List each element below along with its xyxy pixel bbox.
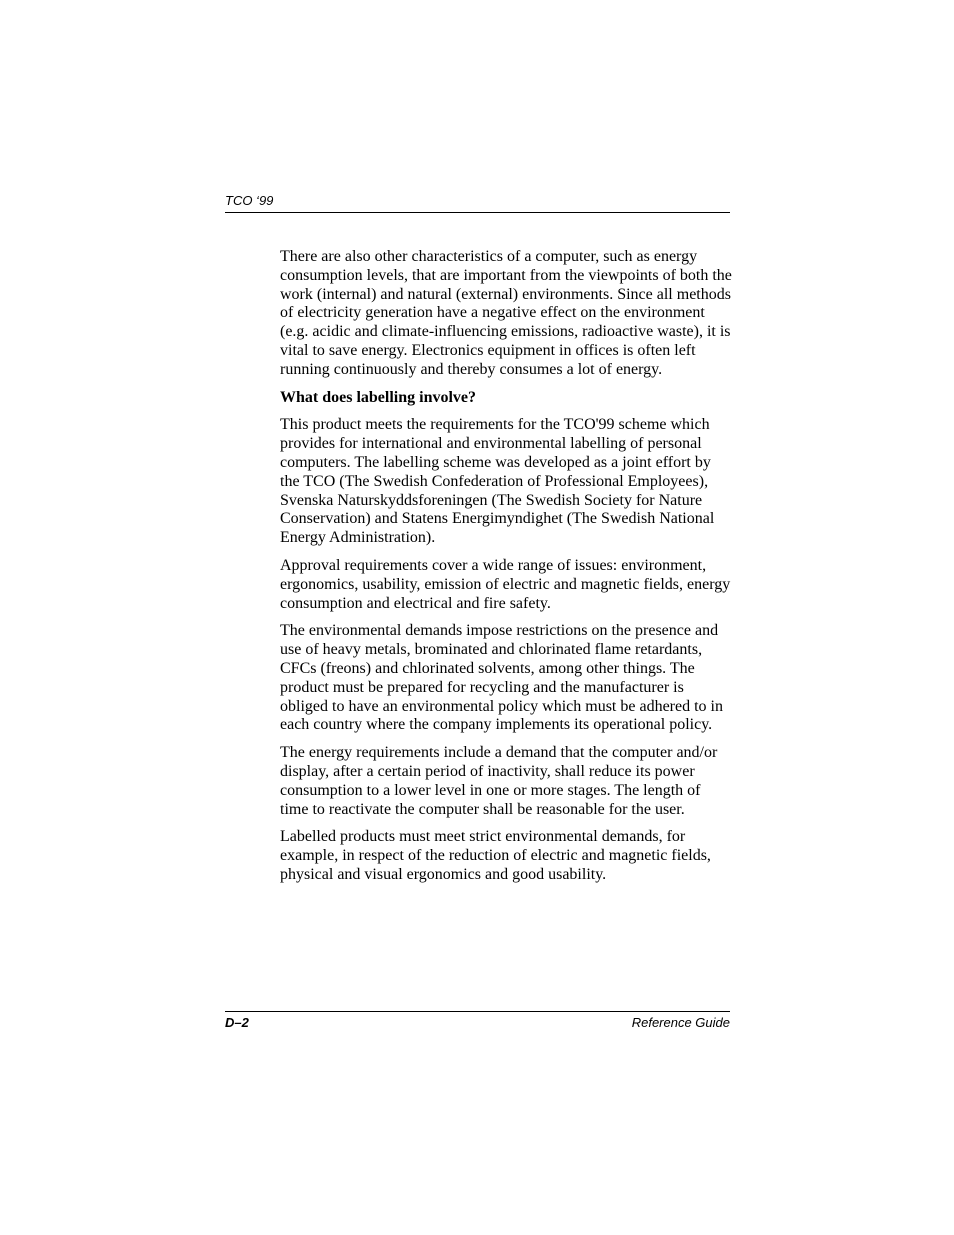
paragraph-labelling-scheme: This product meets the requirements for the TCO'99 scheme which provides for international and environmental labelling of personal computers. The labelling scheme was developed as a joint effort by the TCO (The Swedish Confederation of Professional Employees), Svenska Naturskyddsforeningen (The Swedish Society for Nature Conservation) and Statens Energimyndighet (The Swedish National Energy Administration). (280, 416, 715, 547)
body-text (280, 248, 732, 894)
subheading-labelling: What does labelling involve? (280, 388, 477, 406)
paragraph-approval-requirements: Approval requirements cover a wide range of issues: environment, ergonomics, usability, emission of electric and magnetic fields, energy consumption and electrical and fire safety. (280, 556, 731, 612)
section-title: TCO ‘99 (225, 193, 274, 208)
running-header (225, 192, 730, 213)
paragraph-environmental-demands: The environmental demands impose restrictions on the presence and use of heavy metals, brominated and chlorinated flame retardants, CFCs (freons) and chlorinated solvents, among other things. The product must be prepared for recycling and the manufacturer is obliged to have an environmental policy which must be adhered to in each country where the company implements its operational policy. (280, 622, 723, 734)
paragraph-energy-characteristics: There are also other characteristics of a computer, such as energy consumption levels, that are important from the viewpoints of both the work (internal) and natural (external) environments. Since all methods of electricity generation have a negative effect on the environment (e.g. acidic and climate-influencing emissions, radioactive waste), it is vital to save energy. Electronics equipment in offices is often left running continuously and thereby consumes a lot of energy. (280, 248, 732, 378)
page-number: D–2 (225, 1015, 249, 1030)
paragraph-labelled-products: Labelled products must meet strict environmental demands, for example, in respect of the reduction of electric and magnetic fields, physical and visual ergonomics and good usability. (280, 828, 711, 883)
page-footer (225, 1011, 730, 1036)
paragraph-energy-requirements: The energy requirements include a demand that the computer and/or display, after a certain period of inactivity, shall reduce its power consumption to a lower level in one or more stages. The length of time to reactivate the computer shall be reasonable for the user. (280, 744, 718, 818)
guide-title: Reference Guide (631, 1015, 730, 1030)
